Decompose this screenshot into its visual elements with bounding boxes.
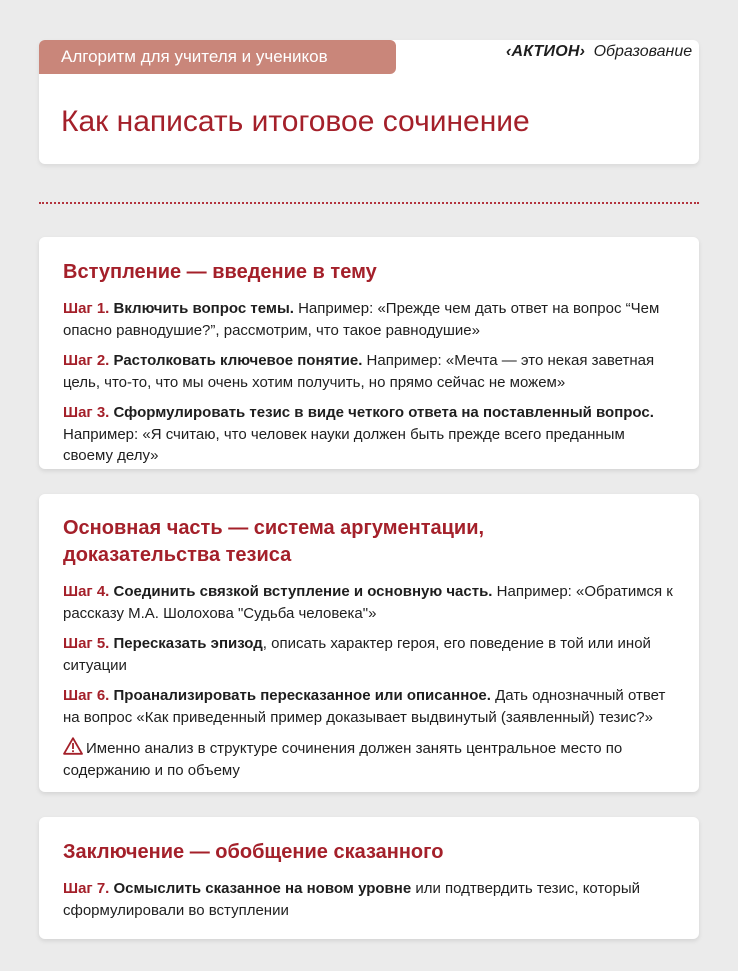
step-4 — [63, 581, 675, 624]
step-5 — [63, 633, 675, 676]
dotted-divider — [39, 202, 699, 204]
step-number: Шаг 6. — [63, 687, 110, 704]
step-text: Например: «Обратимся к рассказу М.А. Шолохова "Судьба человека"» — [63, 583, 673, 622]
step-action: Соединить связкой вступление и основную часть. — [113, 583, 493, 600]
section-introduction — [39, 237, 699, 469]
brand-logo — [506, 42, 692, 62]
step-2 — [63, 350, 675, 393]
warning-text: Именно анализ в структуре сочинения должен занять центральное место по содержанию и по объему — [63, 740, 623, 779]
warning-triangle-icon — [63, 737, 83, 755]
section-title: Вступление — введение в тему — [63, 261, 377, 283]
step-number: Шаг 2. — [63, 352, 110, 369]
step-action: Растолковать ключевое понятие. — [113, 352, 363, 369]
step-7 — [63, 878, 675, 921]
brand-sub: Образование — [593, 43, 693, 60]
header-tag: Алгоритм для учителя и учеников — [39, 40, 396, 74]
step-action: Проанализировать пересказанное или описанное. — [113, 687, 491, 704]
step-text: Например: «Мечта — это некая заветная цель, что-то, что мы очень хотим получить, но прямо сейчас не можем» — [63, 352, 655, 391]
section-title: Заключение — обобщение сказанного — [63, 841, 444, 863]
step-number: Шаг 3. — [63, 404, 110, 421]
section-title-line2: доказательства тезиса — [63, 544, 292, 566]
step-text: , описать характер героя, его поведение в той или иной ситуации — [63, 635, 651, 674]
section-title-line1: Основная часть — система аргументации, — [63, 517, 485, 539]
step-3 — [63, 402, 675, 467]
step-6 — [63, 685, 675, 728]
warning-note — [63, 737, 675, 781]
step-number: Шаг 7. — [63, 880, 110, 897]
section-conclusion — [39, 817, 699, 939]
step-action: Сформулировать тезис в виде четкого ответа на поставленный вопрос. — [113, 404, 654, 421]
step-action: Пересказать эпизод — [113, 635, 263, 652]
step-action: Осмыслить сказанное на новом уровне — [113, 880, 412, 897]
step-text: Дать однозначный ответ на вопрос «Как приведенный пример доказывает выдвинутый (заявленный) тезис?» — [63, 687, 666, 726]
page-title: Как написать итоговое сочинение — [61, 105, 530, 138]
step-text: Например: «Прежде чем дать ответ на вопрос “Чем опасно равнодушие?”, рассмотрим, что такое равнодушие» — [63, 300, 660, 339]
step-text: или подтвердить тезис, который сформулировали во вступлении — [63, 880, 640, 919]
step-number: Шаг 5. — [63, 635, 110, 652]
step-number: Шаг 1. — [63, 300, 110, 317]
step-1 — [63, 298, 675, 341]
section-title — [63, 515, 675, 569]
step-number: Шаг 4. — [63, 583, 110, 600]
brand-main: ‹АКТИОН› — [506, 43, 586, 60]
step-action: Включить вопрос темы. — [113, 300, 294, 317]
section-main-part — [39, 494, 699, 792]
step-text: Например: «Я считаю, что человек науки должен быть прежде всего преданным своему делу» — [63, 425, 625, 464]
